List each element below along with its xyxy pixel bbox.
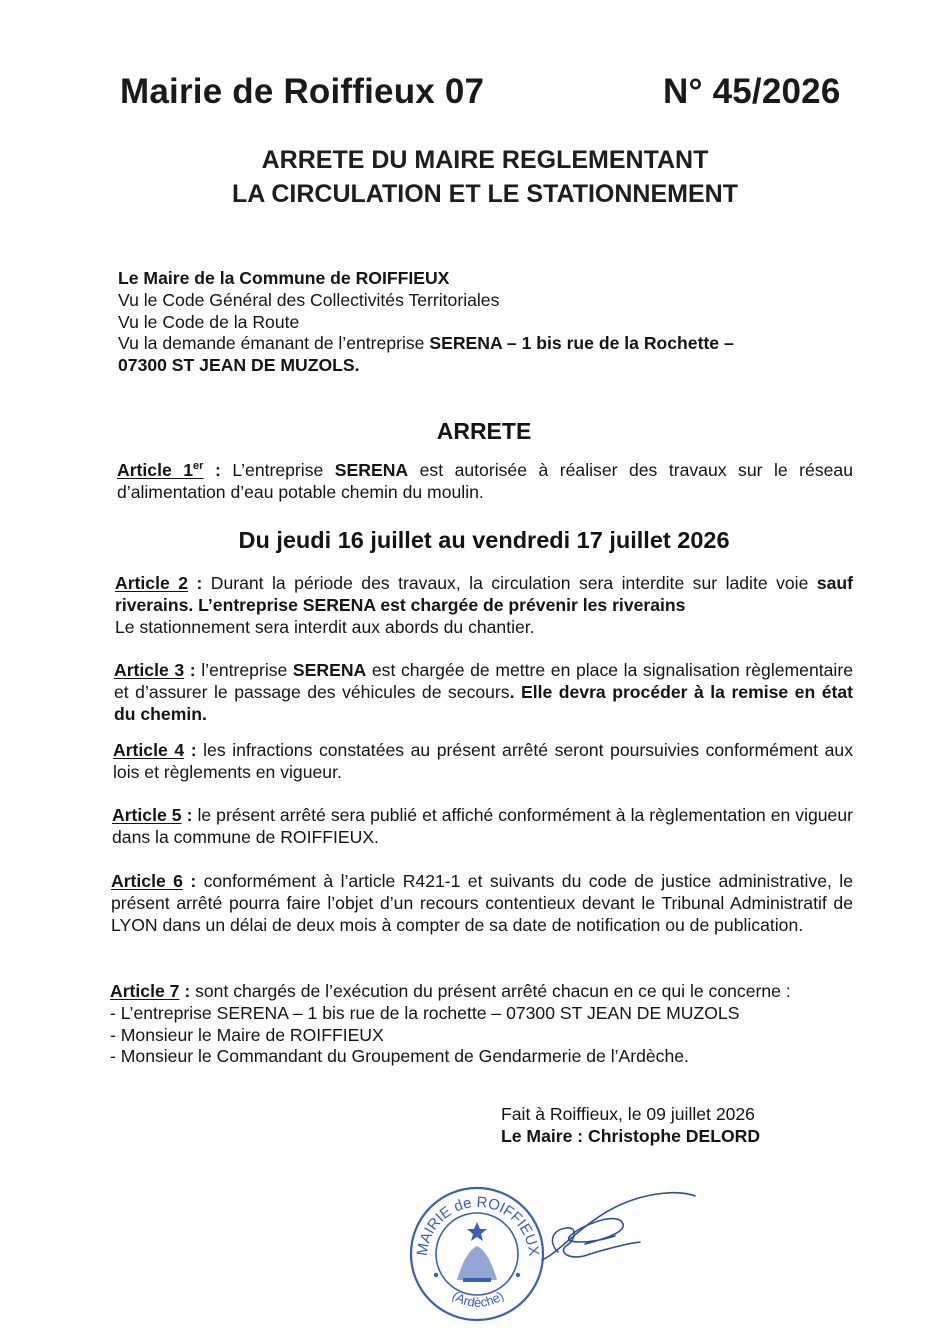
article-1-text-1: L’entreprise <box>232 460 335 480</box>
article-7-intro <box>110 981 870 1003</box>
article-3 <box>114 660 853 725</box>
article-1-label <box>117 460 203 480</box>
article-6-label: Article 6 <box>111 871 183 891</box>
article-3-label: Article 3 <box>114 660 185 680</box>
preamble-vu-demande-text: Vu la demande émanant de l’entreprise <box>118 333 430 354</box>
article-4-text: les infractions constatées au présent arrêté seront poursuivies conformément aux lois et règlements en vigueur. <box>113 740 853 782</box>
article-7-item-1: - L’entreprise SERENA – 1 bis rue de la rochette – 07300 ST JEAN DE MUZOLS <box>110 1002 740 1023</box>
preamble-vu-demande <box>118 333 818 355</box>
preamble-vu-code-route: Vu le Code de la Route <box>118 311 300 332</box>
article-1-company: SERENA <box>334 460 409 480</box>
article-1 <box>117 460 853 504</box>
article-1-label-sup: er <box>193 460 204 473</box>
article-4 <box>113 740 853 784</box>
preamble-vu-demande-company: SERENA – 1 bis rue de la Rochette – <box>429 333 734 354</box>
article-6-text: conformément à l’article R421-1 et suivants du code de justice administrative, le présent arrêté pourra faire l’objet d’un recours contentieux devant le Tribunal Administratif de LYON dans un délai de deux mois à compter de sa date de notification ou de publication. <box>111 871 854 935</box>
article-7-item-2: - Monsieur le Maire de ROIFFIEUX <box>110 1024 384 1045</box>
works-period: Du jeudi 16 juillet au vendredi 17 juillet 2026 <box>238 527 730 553</box>
article-2-text-2: Le stationnement sera interdit aux abords du chantier. <box>115 616 535 637</box>
mairie-header: Mairie de Roiffieux 07 <box>120 72 485 111</box>
stamp-bottom-text: (Ardèche) <box>449 1288 507 1310</box>
preamble-vu-cgct: Vu le Code Général des Collectivités Territoriales <box>118 289 500 310</box>
preamble-maire: Le Maire de la Commune de ROIFFIEUX <box>118 268 450 288</box>
arrete-heading: ARRETE <box>436 418 532 444</box>
article-2-sep: : <box>188 573 211 593</box>
article-5-text: le présent arrêté sera publié et affiché conformément à la règlementation en vigueur dans la commune de ROIFFIEUX. <box>112 805 853 847</box>
handwritten-signature <box>530 1182 700 1277</box>
preamble-vu-demande-city: 07300 ST JEAN DE MUZOLS. <box>118 355 360 376</box>
article-5-label: Article 5 <box>112 805 182 825</box>
article-7-item-3: - Monsieur le Commandant du Groupement de Gendarmerie de l’Ardèche. <box>110 1046 689 1067</box>
signature-block <box>501 1104 821 1148</box>
article-3-sep: : <box>184 660 202 680</box>
article-5 <box>112 805 853 849</box>
article-5-sep: : <box>181 805 198 825</box>
article-1-label-text: Article 1 <box>117 460 194 480</box>
article-4-sep: : <box>184 740 204 760</box>
article-7 <box>110 981 870 1068</box>
article-2-label: Article 2 <box>115 573 188 593</box>
document-title-line-1: ARRETE DU MAIRE REGLEMENTANT <box>261 146 709 174</box>
article-3-company: SERENA <box>292 660 367 680</box>
mairie-stamp <box>405 1180 550 1325</box>
article-1-text-2: est autorisée à réaliser des travaux sur le réseau d’alimentation d’eau potable chemin du moulin. <box>117 460 853 502</box>
article-2 <box>115 573 853 638</box>
article-3-text-2: est chargée de mettre en place la signalisation règlementaire et d’assurer le passage des véhicules de secours <box>114 660 853 702</box>
preamble <box>118 268 818 377</box>
article-2-bold: sauf riverains. L’entreprise SERENA est chargée de prévenir les riverains <box>115 573 853 615</box>
article-6 <box>111 871 853 936</box>
article-7-sep: : <box>179 981 196 1001</box>
article-3-bold: . Elle devra procéder à la remise en état du chemin. <box>114 681 853 724</box>
stamp-emblem <box>434 1222 520 1282</box>
document-title-line-2: LA CIRCULATION ET LE STATIONNEMENT <box>232 180 738 208</box>
signature-maire: Le Maire : Christophe DELORD <box>501 1125 761 1146</box>
article-4-label: Article 4 <box>113 740 185 760</box>
stamp-top-text: MAIRIE de ROIFFIEUX <box>413 1193 543 1258</box>
article-7-text: sont chargés de l’exécution du présent arrêté chacun en ce qui le concerne : <box>195 981 791 1001</box>
signature-date: Fait à Roiffieux, le 09 juillet 2026 <box>501 1104 755 1124</box>
article-3-text-1: l’entreprise <box>201 660 293 680</box>
article-1-sep: : <box>203 460 233 480</box>
article-6-sep: : <box>182 871 204 891</box>
article-2-text-1: Durant la période des travaux, la circulation sera interdite sur ladite voie <box>210 573 817 593</box>
arrete-number: N° 45/2026 <box>663 72 841 111</box>
article-7-label: Article 7 <box>110 981 180 1001</box>
